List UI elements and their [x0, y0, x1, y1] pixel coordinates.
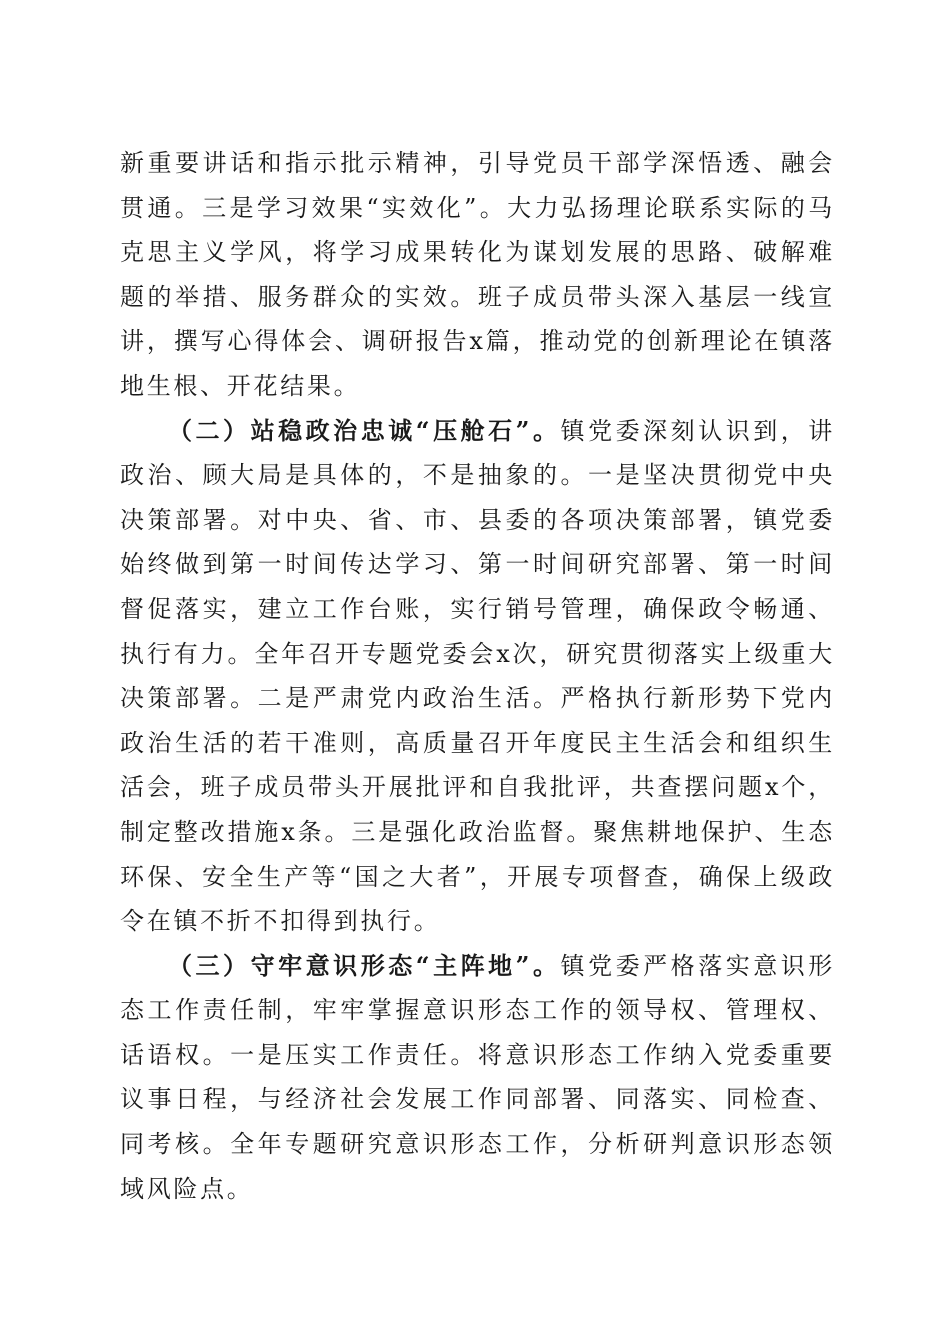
document-body — [120, 141, 835, 1211]
section-heading: （二）站稳政治忠诚“压舱石”。 — [168, 415, 561, 445]
section-heading: （三）守牢意识形态“主阵地”。 — [168, 950, 561, 980]
paragraph-text: 新重要讲话和指示批示精神，引导党员干部学深悟透、融会贯通。三是学习效果“实效化”。大力弘扬理论联系实际的马克思主义学风，将学习成果转化为谋划发展的思路、破解难题的举措、服务群众的实效。班子成员带头深入基层一线宣讲，撰写心得体会、调研报告x篇，推动党的创新理论在镇落地生根、开花结果。 — [120, 149, 835, 400]
paragraph-continuation — [120, 141, 835, 409]
paragraph-section-three — [120, 944, 835, 1212]
paragraph-text: 镇党委严格落实意识形态工作责任制，牢牢掌握意识形态工作的领导权、管理权、话语权。一是压实工作责任。将意识形态工作纳入党委重要议事日程，与经济社会发展工作同部署、同落实、同检查、同考核。全年专题研究意识形态工作，分析研判意识形态领域风险点。 — [120, 951, 836, 1203]
paragraph-text: 镇党委深刻认识到，讲政治、顾大局是具体的，不是抽象的。一是坚决贯彻党中央决策部署。对中央、省、市、县委的各项决策部署，镇党委始终做到第一时间传达学习、第一时间研究部署、第一时间督促落实，建立工作台账，实行销号管理，确保政令畅通、执行有力。全年召开专题党委会x次，研究贯彻落实上级重大决策部署。二是严肃党内政治生活。严格执行新形势下党内政治生活的若干准则，高质量召开年度民主生活会和组织生活会，班子成员带头开展批评和自我批评，共查摆问题x个，制定整改措施x条。三是强化政治监督。聚焦耕地保护、生态环保、安全生产等“国之大者”，开展专项督查，确保上级政令在镇不折不扣得到执行。 — [120, 416, 836, 936]
paragraph-section-two — [120, 409, 835, 944]
